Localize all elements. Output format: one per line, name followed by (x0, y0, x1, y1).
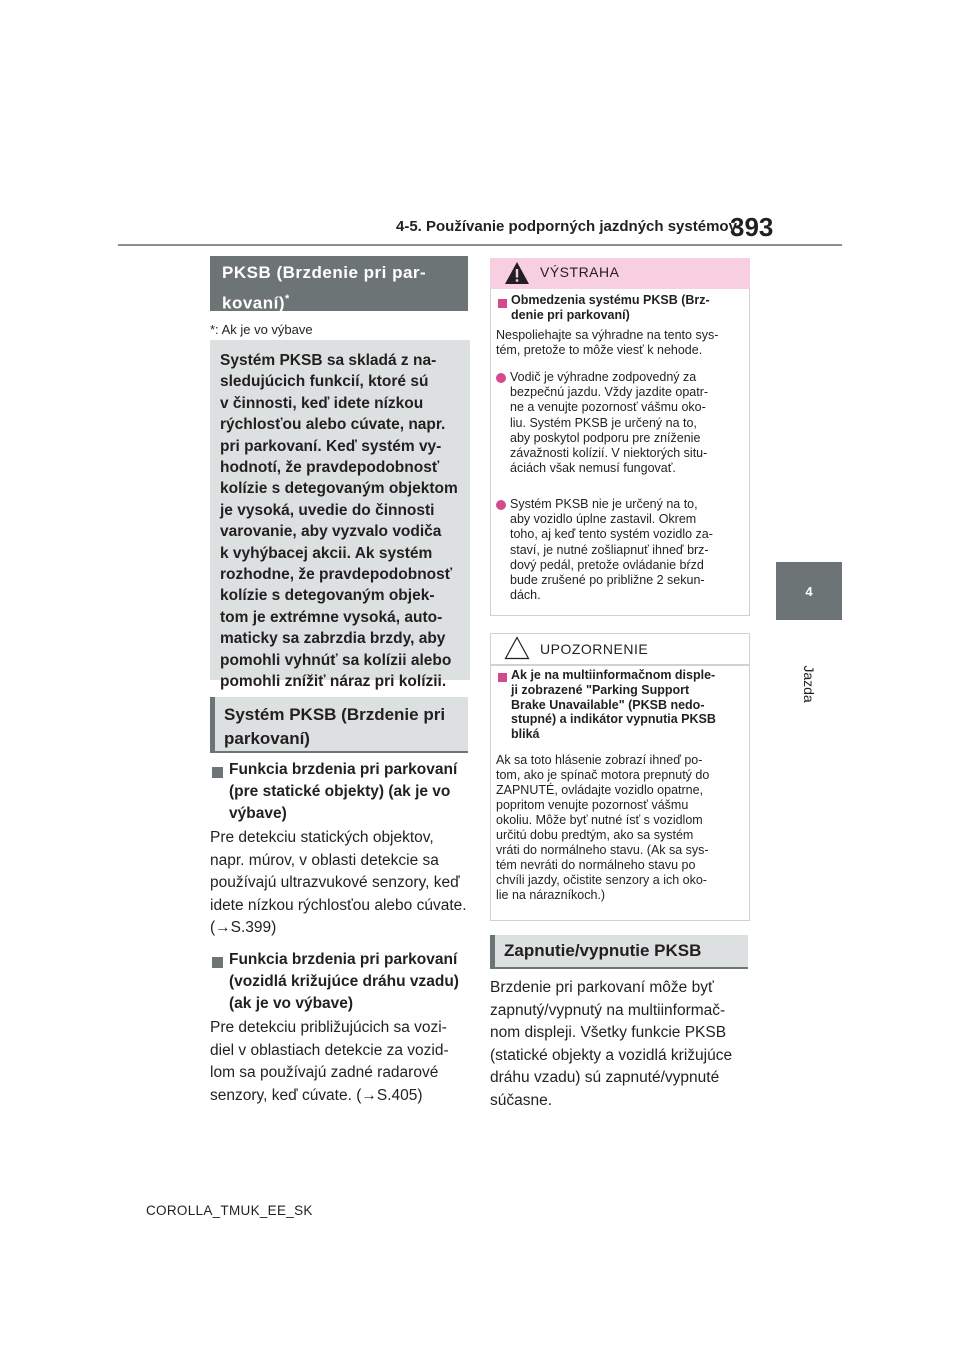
section-heading-pksb-text: PKSB (Brzdenie pri par- kovaní) (222, 263, 427, 313)
paragraph-static-objects: Pre detekciu statických objektov, napr. múrov, v oblasti detekcie sa používajú ultrazvukové senzory, keď idete nízkou rýchlosťou alebo cúvate. (→S.399) (210, 829, 467, 937)
chapter-label: Jazda (801, 665, 817, 703)
warning-item-1: Vodič je výhradne zodpovedný za bezpečnú jazdu. Vždy jazdite opatr- ne a venujte pozornosť vášmu oko- liu. Systém PKSB je určený na to, aby poskytol podporu pre zníženie závažnosti kolízií. V niektorých situ- áciách však nemusí fungovať. (510, 370, 709, 476)
warning-heading: Obmedzenia systému PKSB (Brz- denie pri parkovaní) (511, 293, 710, 322)
document-id: COROLLA_TMUK_EE_SK (146, 1203, 313, 1218)
warning-triangle-icon (504, 261, 530, 285)
paragraph-pksb-toggle: Brzdenie pri parkovaní môže byť zapnutý/vypnutý na multiinformač- nom displeji. Všetky funkcie PKSB (statické objekty a vozidlá križujúce dráhu vzadu) sú zapnuté/vypnuté súčasne. (490, 979, 733, 1109)
footnote-marker: * (285, 293, 290, 305)
page-number: 393 (730, 212, 774, 242)
square-bullet-icon (498, 299, 507, 308)
bullet-heading-static-objects: Funkcia brzdenia pri parkovaní (pre statické objekty) (ak je vo výbave) (229, 761, 458, 822)
section-heading-system-pksb (210, 697, 468, 753)
section-heading-pksb (210, 256, 468, 311)
warning-item-2: Systém PKSB nie je určený na to, aby vozidlo úplne zastavil. Okrem toho, aj keď tento systém vozidlo za- staví, je nutné zošliapnuť ihneď brz- dový pedál, pretože ovládanie bŕzd bude zrušené po približne 2 sekun- dách. (510, 497, 713, 603)
section-heading-system-pksb-text: Systém PKSB (Brzdenie pri parkovaní) (224, 705, 446, 748)
square-bullet-icon (498, 673, 507, 682)
footnote: *: Ak je vo výbave (210, 322, 313, 337)
header-divider (118, 244, 842, 246)
bullet-heading-rear-cross-traffic: Funkcia brzdenia pri parkovaní (vozidlá križujúce dráhu vzadu) (ak je vo výbave) (229, 951, 459, 1012)
section-header-title: 4-5. Používanie podporných jazdných systémov (396, 218, 737, 235)
caution-title: UPOZORNENIE (540, 641, 649, 657)
intro-text: Systém PKSB sa skladá z na- sledujúcich funkcií, ktoré sú v činnosti, keď idete nízkou rýchlosťou alebo cúvate, napr. pri parkovaní. Keď systém vy- hodnotí, že pravdepodobnosť kolízie s detegovaným objektom je vysoká, uvedie do činnosti varovanie, aby vyzvalo vodiča k vyhýbacej akcii. Ak systém rozhodne, že pravdepodobnosť kolízie s detegovaným objek- tom je extrémne vysoká, auto- maticky sa zabrzdia brzdy, aby pomohli vyhnúť sa kolízii alebo pomohli znížiť náraz pri kolízii. (220, 352, 458, 691)
caution-triangle-icon (504, 636, 530, 660)
caution-text: Ak sa toto hlásenie zobrazí ihneď po- tom, ako je spínač motora prepnutý do ZAPNUTÉ, ovládajte vozidlo opatrne, popritom venujte pozornosť vášmu okoliu. Môže byť nutné ísť s vozidlom určitú dobu predtým, ako sa systém vráti do normálneho stavu. (Ak sa sys- tém nevráti do normálneho stavu po chvíli jazdy, očistite senzory a ich oko- lie na nárazníkoch.) (496, 753, 710, 902)
round-bullet-icon (496, 500, 506, 510)
section-heading-pksb-toggle (490, 935, 748, 969)
caution-heading: Ak je na multiinformačnom disple- ji zobrazené "Parking Support Brake Unavailable" (PKSB nedo- stupné) a indikátor vypnutia PKSB bliká (511, 668, 716, 742)
paragraph-rear-cross-traffic: Pre detekciu približujúcich sa vozi- diel v oblastiach detekcie za vozid- lom sa používajú zadné radarové senzory, keď cúvate. (→S.405) (210, 1019, 449, 1104)
chapter-tab: 4 (776, 562, 842, 620)
warning-title: VÝSTRAHA (540, 264, 620, 280)
square-bullet-icon (212, 957, 223, 968)
warning-intro: Nespoliehajte sa výhradne na tento sys- tém, pretože to môže viesť k nehode. (496, 328, 719, 357)
square-bullet-icon (212, 767, 223, 778)
caution-divider (490, 664, 750, 666)
round-bullet-icon (496, 373, 506, 383)
section-heading-pksb-toggle-text: Zapnutie/vypnutie PKSB (504, 941, 702, 960)
